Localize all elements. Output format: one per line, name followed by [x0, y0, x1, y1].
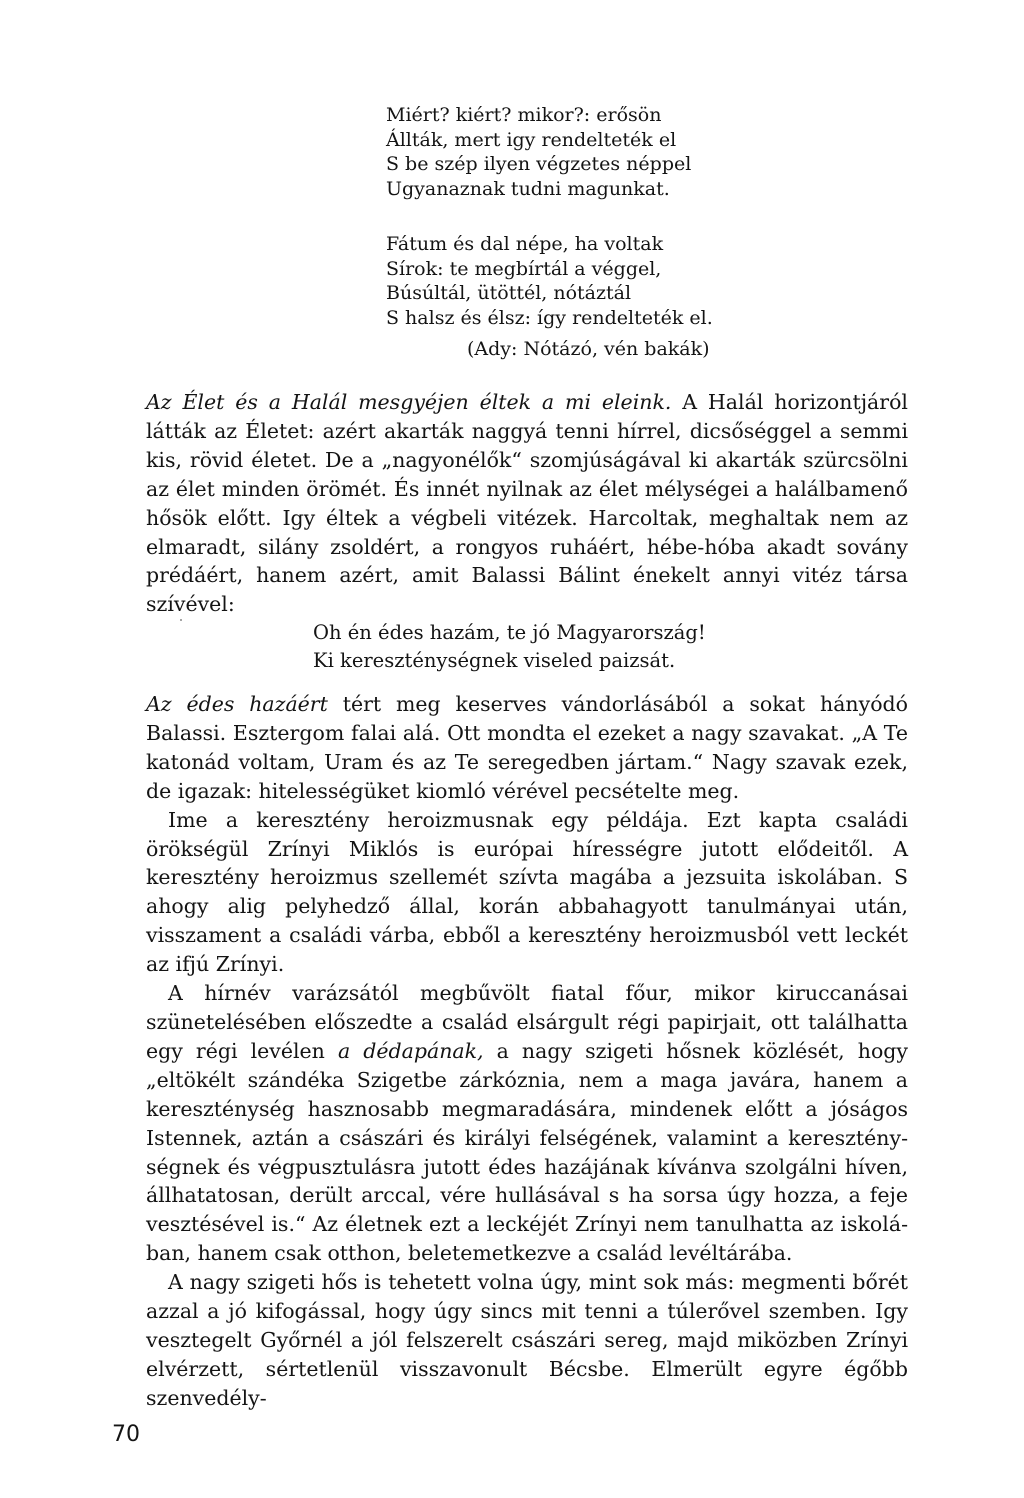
- paragraph-4-text-before: A hírnév varázsától megbűvölt fiatal főur, mikor kiruccanásai szünetelésében előszedte a család elsárgult régi papirjait, ott találhatta egy régi levélen: [146, 981, 908, 1063]
- paragraph-4-text-after: a nagy szigeti hősnek közlését, hogy „eltökélt szándéka Szigetbe zárkóznia, nem a maga javára, hanem a kereszténység hasznosabb megmaradására, mindenek előtt a jóságos Istennek, aztán a császári és királyi felségének, valamint a kereszténységnek és végpusztulásra jutott édes hazájának kívánva szolgálni híven, állhatatosan, derült arccal, vére hullásával s ha sorsa úgy hozza, a feje vesztésével is.“ Az életnek ezt a leckéjét Zrínyi nem tanulhatta az iskolában, hanem csak otthon, beletemetkezve a család levéltárába.: [146, 1038, 908, 1266]
- poem-line: S be szép ilyen végzetes néppel: [386, 153, 692, 176]
- paragraph-4-italic: a dédapának,: [337, 1038, 484, 1063]
- body-text-bottom: [146, 690, 908, 1413]
- poem-stanza-1: [386, 103, 691, 201]
- verse-line: Oh én édes hazám, te jó Magyarország!: [313, 621, 706, 644]
- paragraph-1-italic-lead: Az Élet és a Halál mesgyéjen éltek a mi eleink.: [146, 390, 672, 414]
- poem-line: Miért? kiért? mikor?: erősön: [386, 104, 662, 126]
- body-text-top: [146, 388, 908, 619]
- verse-line: Ki kereszténységnek viseled paizsát.: [313, 649, 676, 672]
- paragraph-1-text: A Halál horizontjáról látták az Életet: azért akarták naggyá tenni hírrel, dicsőséggel a semmi kis, rövid életet. De a „nagyonélők“ szomjúságával ki akarták szürcsölni az élet minden örömét. És innét nyilnak az élet mélységei a halálbamenő hősök előtt. Igy éltek a végbeli vitézek. Harcoltak, meghaltak nem az elmaradt, silány zsoldért, a rongyos ruháért, hébe-hóba akadt sovány prédáért, hanem azért, amit Balassi Bálint énekelt annyi vitéz társa szívével:: [146, 390, 908, 617]
- paragraph-2-italic-lead: Az édes hazáért: [146, 692, 328, 716]
- paragraph-2: [146, 690, 908, 806]
- paragraph-2-text: tért meg keserves vándorlásából a sokat hányódó Balassi. Esztergom falai alá. Ott mondta el ezeket a nagy szavakat. „A Te katonád voltam, Uram és az Te seregedben jártam.“ Nagy szavak ezek, de igazak: hitelességüket kiomló vérével pecsételte meg.: [146, 692, 909, 803]
- poem-line: Búsúltál, ütöttél, nótáztál: [386, 282, 632, 305]
- poem-stanza-2: [386, 232, 713, 330]
- page-number: 70: [112, 1422, 140, 1447]
- paragraph-3: Ime a keresztény heroizmusnak egy példája. Ezt kapta családi örökségül Zrínyi Miklós is európai hírességre jutott elődeitől. A keresztény heroizmus szellemét szívta magába a jezsuita iskolában. S ahogy alig pelyhedző állal, korán abbahagyott tanulmányai után, visszament a családi várba, ebből a keresztény heroizmusból vett leckét az ifjú Zrínyi.: [146, 807, 908, 977]
- poem-line: Állták, mert igy rendelteték el: [386, 128, 677, 151]
- poem-line: Sírok: te megbírtál a véggel,: [386, 257, 662, 280]
- paragraph-4: [146, 979, 908, 1268]
- quoted-verse: [313, 619, 706, 675]
- poem-line: Fátum és dal népe, ha voltak: [386, 233, 664, 255]
- poem-citation: (Ady: Nótázó, vén bakák): [467, 338, 710, 360]
- print-speck: [180, 619, 182, 621]
- poem-line: Ugyanaznak tudni magunkat.: [386, 177, 670, 200]
- paragraph-1: [146, 388, 908, 619]
- poem-line: S halsz és élsz: így rendelteték el.: [386, 306, 713, 329]
- paragraph-5: A nagy szigeti hős is tehetett volna úgy, mint sok más: megmenti bőrét azzal a jó kifogással, hogy úgy sincs mit tenni a túlerővel szemben. Igy vesztegelt Győrnél a jól felszerelt császári sereg, majd miközben Zrínyi elvérzett, sértetlenül visszavonult Bécsbe. Elmerült egyre égőbb szenvedély-: [146, 1270, 908, 1410]
